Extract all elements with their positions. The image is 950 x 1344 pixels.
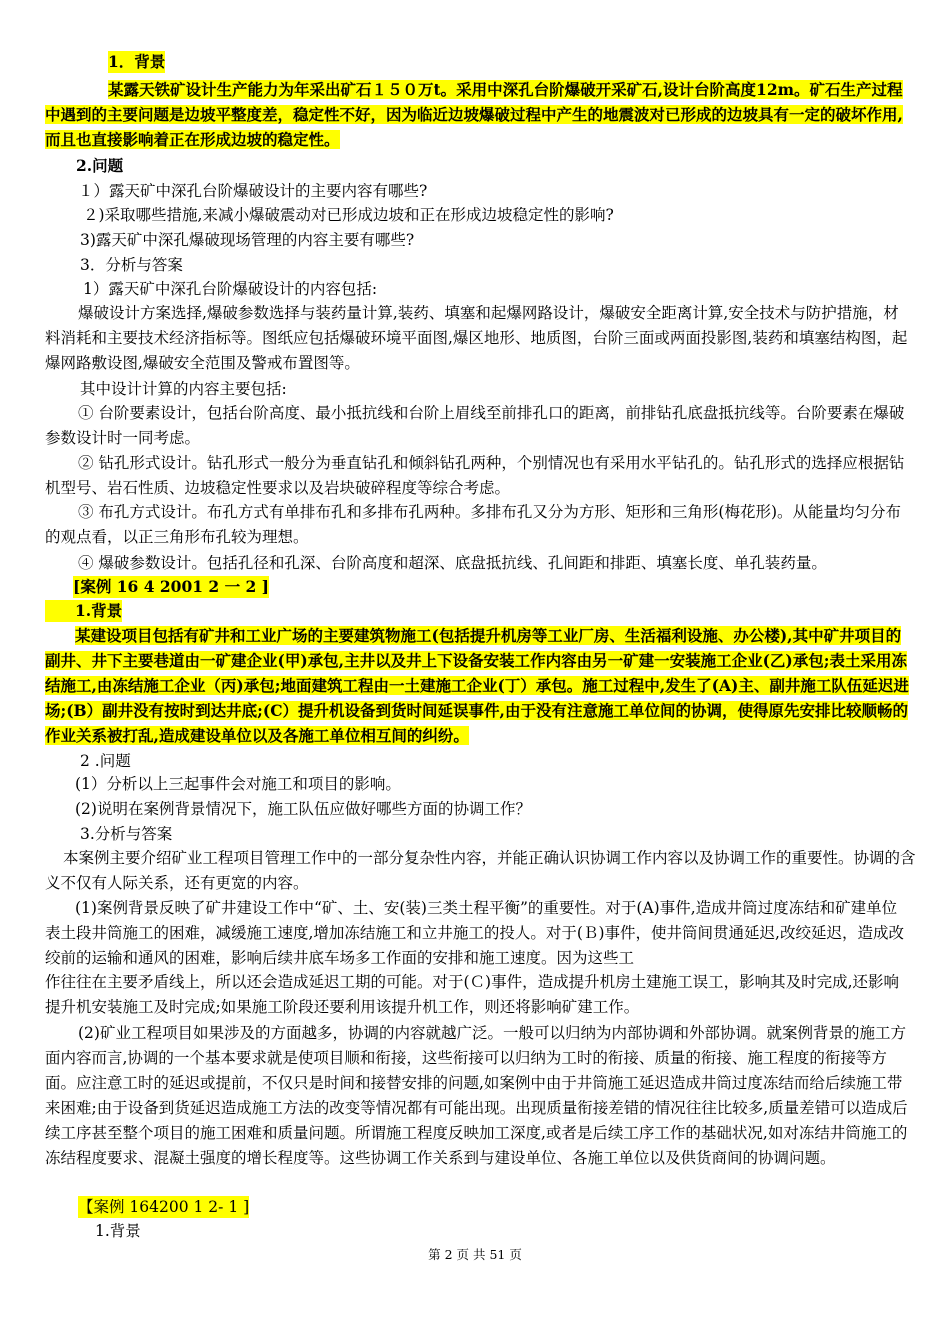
case1-question-2: ２)采取哪些措施,来减小爆破震动对已形成边坡和正在形成边坡稳定性的影响?	[83, 206, 614, 224]
case3-background-heading: 1.背景	[95, 1222, 141, 1240]
case1-answer-1-title: 1）露天矿中深孔台阶爆破设计的内容包括:	[83, 280, 378, 298]
case1-answer-1-paragraph: 爆破设计方案选择,爆破参数选择与装药量计算,装药、填塞和起爆网路设计，爆破安全距离计算,安全技术与防护措施，材料消耗和主要技术经济指标等。图纸应包括爆破环境平面图,爆区地形、地质图，台阶三面或两面投影图,装药和填塞结构图，起爆网路敷设图,爆破安全范围及警戒布置图等。	[45, 304, 908, 372]
case2-background-text: 某建设项目包括有矿井和工业广场的主要建筑物施工(包括提升机房等工业厂房、生活福利设施、办公楼),其中矿井项目的副井、井下主要巷道由一矿建企业(甲)承包,主井以及井上下设备安装工作内容由另一矿建一安装施工企业(乙)承包;表土采用冻结施工,由冻结施工企业（丙)承包;地面建筑工程由一土建施工企业(丁）承包。施工过程中,发生了(A)主、副井施工队伍延迟进场;(B）副井没有按时到达井底;(C）提升机设备到货时间延误事件,由于没有注意施工单位间的协调，使得原先安排比较顺畅的作业关系被打乱,造成建设单位以及各施工单位相互间的纠纷。	[45, 626, 909, 745]
case2-answer-1b: 作往往在主要矛盾线上，所以还会造成延迟工期的可能。对于(Ｃ)事件，造成提升机房土建施工误工，影响其及时完成,还影响提升机安装施工及时完成;如果施工阶段还要利用该提升机工作，则还将影响矿建工作。	[45, 973, 900, 1016]
case1-calc-intro: 其中设计计算的内容主要包括:	[80, 380, 287, 398]
case2-question-heading: 2 .问题	[80, 752, 131, 770]
case1-question-3: 3)露天矿中深孔爆破现场管理的内容主要有哪些?	[80, 231, 415, 249]
case2-label: [案例 16 4 2001 2 一 2 ]	[73, 577, 270, 596]
case1-item-2: ② 钻孔形式设计。钻孔形式一般分为垂直钻孔和倾斜钻孔两种，个别情况也有采用水平钻孔的。钻孔形式的选择应根据钻机型号、岩石性质、边坡稳定性要求以及岩块破碎程度等综合考虑。	[45, 454, 905, 497]
case1-item-1: ① 台阶要素设计，包括台阶高度、最小抵抗线和台阶上眉线至前排孔口的距离，前排钻孔底盘抵抗线等。台阶要素在爆破参数设计时一同考虑。	[45, 404, 905, 447]
case2-question-1: (1）分析以上三起事件会对施工和项目的影响。	[75, 775, 401, 793]
case2-answer-intro: 本案例主要介绍矿业工程项目管理工作中的一部分复杂性内容，并能正确认识协调工作内容以及协调工作的重要性。协调的含义不仅有人际关系，还有更宽的内容。	[45, 849, 916, 892]
case1-background-heading: 1．背景	[108, 52, 166, 71]
case2-answer-heading: 3.分析与答案	[80, 825, 173, 843]
case2-background-heading: 1.背景	[45, 600, 122, 622]
case2-answer-2: (2)矿业工程项目如果涉及的方面越多，协调的内容就越广泛。一般可以归纳为内部协调和外部协调。就案例背景的施工方面内容而言,协调的一个基本要求就是使项目顺和衔接，这些衔接可以归纳为工时的衔接、质量的衔接、施工程度的衔接等方面。应注意工时的延迟或提前，不仅只是时间和接替安排的问题,如案例中由于井筒施工延迟造成井筒过度冻结而给后续施工带来困难;由于设备到货延迟造成施工方法的改变等情况都有可能出现。出现质量衔接差错的情况往往比较多,质量差错可以造成后续工序甚至整个项目的施工困难和质量问题。所谓施工程度反映加工深度,或者是后续工序工作的基础状况,如对冻结井筒施工的冻结程度要求、混凝土强度的增长程度等。这些协调工作关系到与建设单位、各施工单位以及供货商间的协调问题。	[45, 1024, 908, 1167]
case1-item-4: ④ 爆破参数设计。包括孔径和孔深、台阶高度和超深、底盘抵抗线、孔间距和排距、填塞长度、单孔装药量。	[78, 554, 827, 572]
case1-background-text: 某露天铁矿设计生产能力为年采出矿石１５０万t。采用中深孔台阶爆破开采矿石,设计台阶高度12m。矿石生产过程中遇到的主要问题是边坡平整度差，稳定性不好，因为临近边坡爆破过程中产生的地震波对已形成的边坡具有一定的破坏作用,而且也直接影响着正在形成边坡的稳定性。	[45, 80, 903, 149]
case1-answer-heading: 3．分析与答案	[80, 256, 183, 274]
case3-label: 【案例 164200 1 2- 1 ]	[78, 1198, 250, 1216]
case1-question-heading: 2.问题	[76, 156, 124, 175]
case1-item-3: ③ 布孔方式设计。布孔方式有单排布孔和多排布孔两种。多排布孔又分为方形、矩形和三角形(梅花形)。从能量均匀分布的观点看，以正三角形布孔较为理想。	[45, 503, 902, 546]
case1-question-1: １）露天矿中深孔台阶爆破设计的主要内容有哪些?	[78, 182, 428, 200]
case2-question-2: (2)说明在案例背景情况下，施工队伍应做好哪些方面的协调工作？	[75, 800, 531, 818]
page-footer: 第 2 页 共 51 页	[428, 1247, 522, 1262]
case2-answer-1a: (1)案例背景反映了矿井建设工作中“矿、土、安(装)三类土程平衡”的重要性。对于(A)事件,造成井筒过度冻结和矿建单位表土段井筒施工的困难，减缓施工速度,增加冻结施工和立井施工的投人。对于(Ｂ)事件，使井筒间贯通延迟,改绞延迟，造成改绞前的运输和通风的困难，影响后续井底车场多工作面的安排和施工速度。因为这些工	[45, 899, 904, 967]
